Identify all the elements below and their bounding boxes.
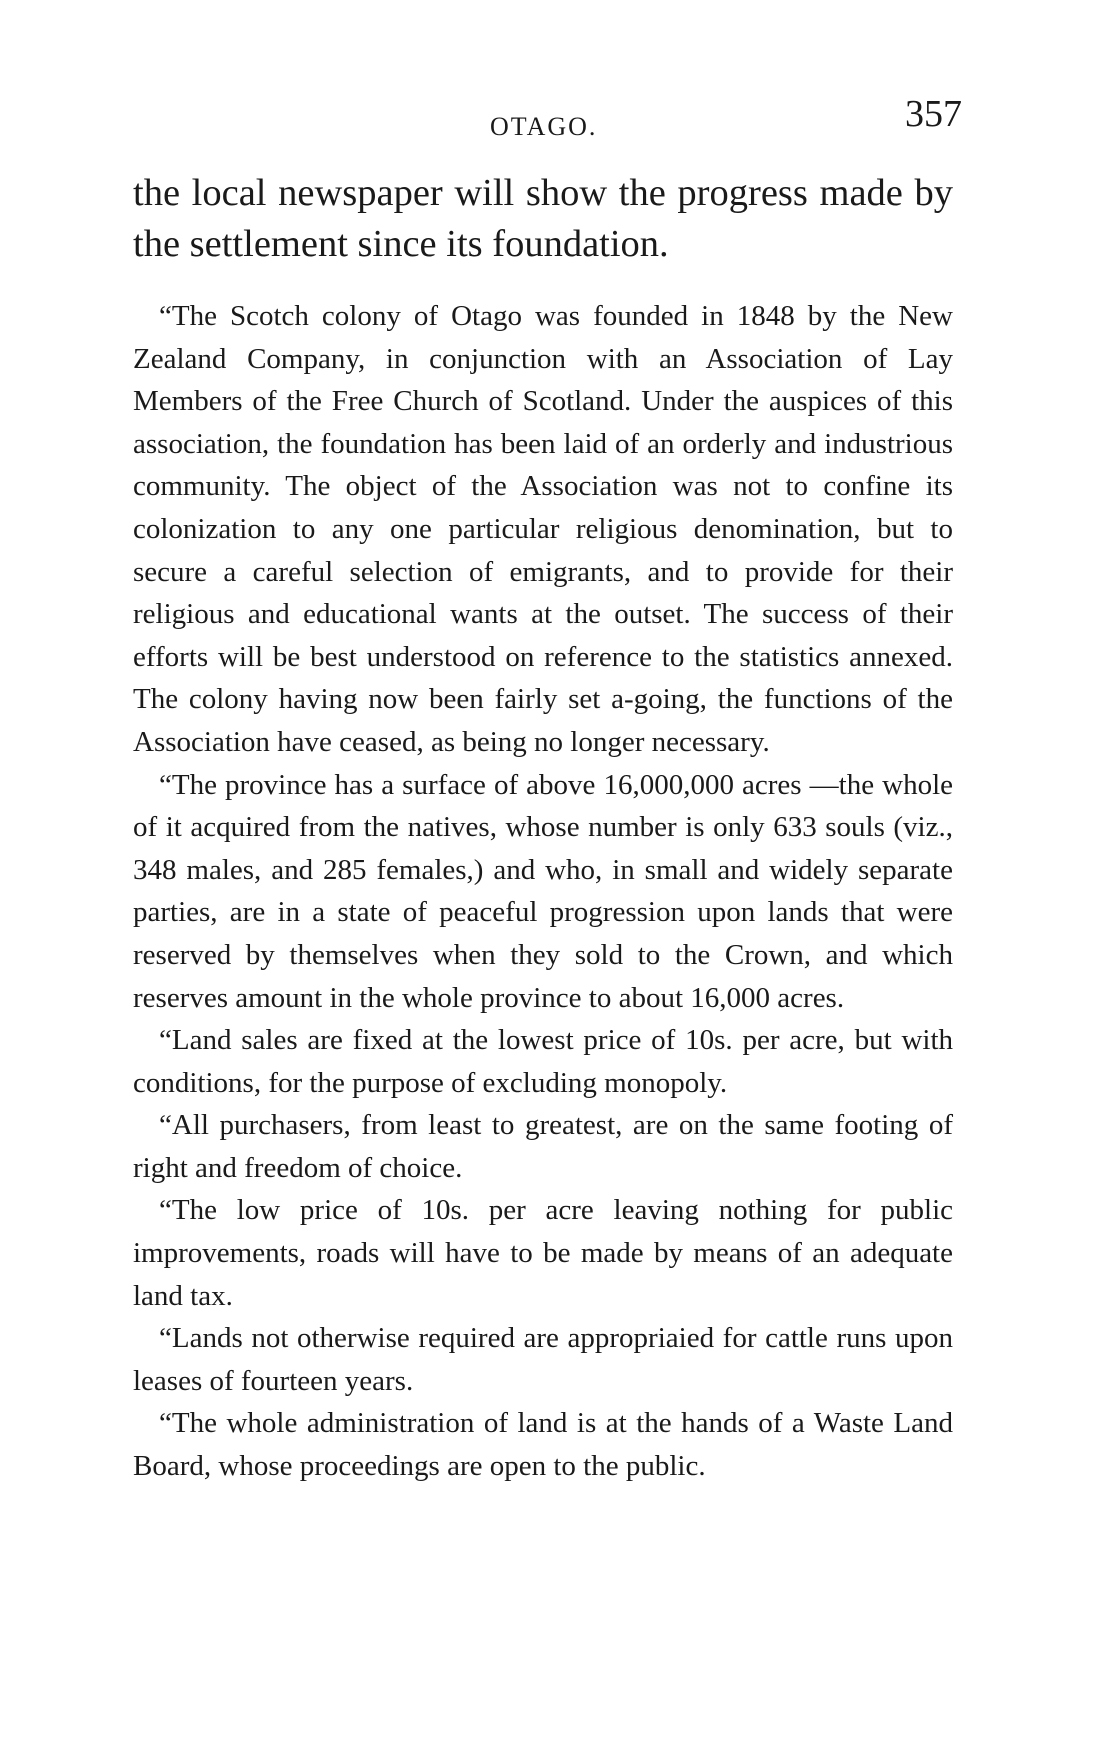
quote-paragraph-5: “The low price of 10s. per acre leaving nothing for public improvements, roads will have to be made by means of an adequate land tax.	[133, 1194, 953, 1312]
running-head: OTAGO.	[490, 112, 598, 141]
quote-paragraph-7: “The whole administration of land is at the hands of a Waste Land Board, whose proceedings are open to the public.	[133, 1407, 953, 1483]
quote-paragraph-2: “The province has a surface of above 16,000,000 acres —the whole of it acquired from the natives, whose number is only 633 souls (viz., 348 males, and 285 females,) and who, in small and widely separate parties, are in a state of peaceful progression upon lands that were reserved by themselves when they sold to the Crown, and which reserves amount in the whole province to about 16,000 acres.	[133, 768, 953, 1014]
quote-paragraph-6: “Lands not otherwise required are appropriaied for cattle runs upon leases of fourteen years.	[133, 1322, 953, 1397]
lead-paragraph: the local newspaper will show the progress made by the settlement since its foundation.	[133, 172, 953, 265]
quoted-passage	[133, 295, 953, 1488]
page-number: 357	[905, 93, 962, 135]
quote-paragraph-1: “The Scotch colony of Otago was founded in 1848 by the New Zealand Company, in conjunction with an Association of Lay Members of the Free Church of Scotland. Under the auspices of this association, the foundation has been laid of an orderly and industrious community. The object of the Association was not to confine its colonization to any one particular religious denomination, but to secure a careful selection of emigrants, and to provide for their religious and educational wants at the outset. The success of their efforts will be best understood on reference to the statistics annexed. The colony having now been fairly set a-going, the functions of the Association have ceased, as being no longer necessary.	[133, 300, 953, 758]
quote-paragraph-4: “All purchasers, from least to greatest, are on the same footing of right and freedom of choice.	[133, 1109, 953, 1184]
quote-paragraph-3: “Land sales are fixed at the lowest price of 10s. per acre, but with conditions, for the purpose of excluding monopoly.	[133, 1024, 953, 1099]
